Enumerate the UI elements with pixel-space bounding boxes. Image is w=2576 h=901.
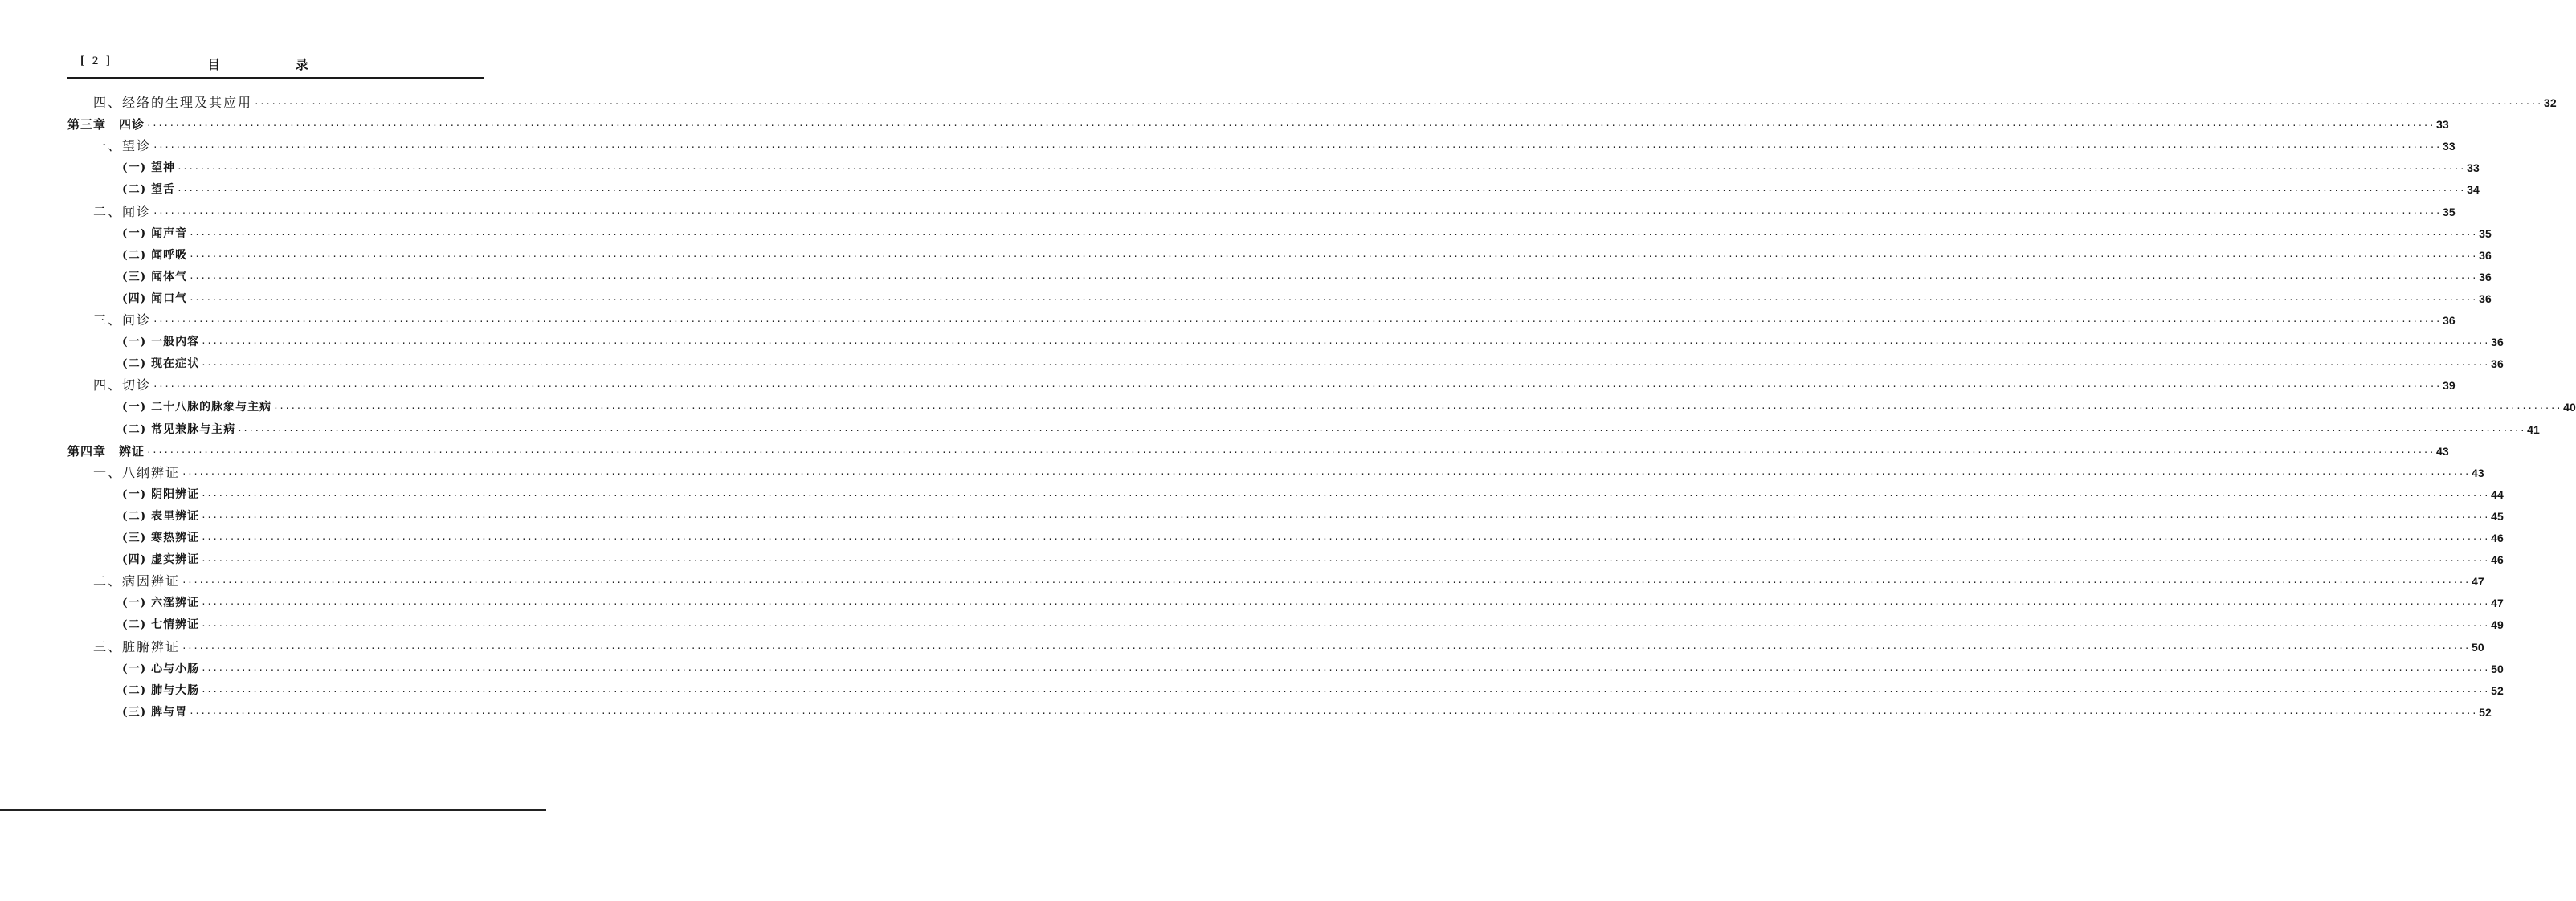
toc-entry [122,269,2492,285]
toc-entry-label: (一) 六淫辨证 [122,597,200,610]
toc-entry [122,334,2504,350]
leader-dots: ················································································································································································································································································································································································································ [177,186,2466,197]
page-header [67,55,484,79]
toc-entry-label: (一) 一般内容 [122,336,200,349]
toc-entry-page: 36 [2491,336,2504,349]
toc-entry-page: 44 [2491,487,2504,501]
toc-entry-page: 36 [2479,270,2492,283]
toc-entry [67,443,2449,459]
toc-entry-label: (一) 望神 [122,161,176,175]
toc-entry-label: (三) 闻体气 [122,270,188,283]
toc-entry-label: 第四章 辨证 [67,443,145,459]
toc-entry [122,160,2480,176]
toc-entry [122,487,2504,503]
toc-entry-page: 33 [2467,161,2480,175]
toc-entry [93,312,2456,328]
leader-dots: ················································································································································································································································································································································································································ [153,381,2442,393]
toc-entry [122,552,2504,568]
toc-entry-page: 49 [2491,618,2504,632]
leader-dots: ················································································································································································································································································································································································································ [153,316,2442,327]
toc-entry-label: (四) 虚实辨证 [122,553,200,567]
leader-dots: ················································································································································································································································································································································································································ [177,164,2466,175]
toc-entry [67,116,2449,132]
toc-entry-page: 46 [2491,532,2504,544]
toc-entry-label: (二) 闻呼吸 [122,248,188,262]
toc-entry-label: (一) 心与小肠 [122,662,200,675]
toc-entry-page: 39 [2443,379,2456,393]
toc-entry [122,508,2504,524]
toc-entry-label: (一) 阴阳辨证 [122,487,200,501]
leader-dots: ················································································································································································································································································································································································································ [273,403,2562,414]
leader-dots: ················································································································································································································································································································································································································ [201,512,2490,523]
toc-entry [93,95,2557,111]
toc-entry-page: 35 [2479,226,2492,240]
toc-entry-page: 36 [2443,314,2456,327]
toc-entry [122,399,2576,415]
leader-dots: ················································································································································································································································································································································································································ [201,360,2490,371]
toc-entry-page: 46 [2491,553,2504,567]
toc-entry-label: (一) 闻声音 [122,226,188,240]
leader-dots: ················································································································································································································································································································································································································ [146,120,2435,132]
leader-dots: ················································································································································································································································································································································································································ [201,621,2490,632]
toc-entry [93,638,2484,655]
toc-entry-label: (三) 寒热辨证 [122,532,200,544]
leader-dots: ················································································································································································································································································································································································································ [201,686,2490,697]
leader-dots: ················································································································································································································································································································································································································ [182,468,2471,479]
leader-dots: ················································································································································································································································································································································································································ [182,642,2471,654]
toc-entry-label: (二) 现在症状 [122,357,200,371]
toc-entry [122,422,2540,438]
toc-entry-page: 50 [2491,662,2504,675]
toc-entry-label: (四) 闻口气 [122,292,188,305]
toc-entry [93,377,2456,393]
toc-entry-label: 四、切诊 [93,377,152,393]
toc-entry-label: (二) 七情辨证 [122,618,200,632]
toc-entry [122,247,2492,263]
toc-entry-page: 36 [2479,248,2492,262]
toc-entry-label: (二) 常见兼脉与主病 [122,422,236,436]
toc-entry-page: 52 [2491,683,2504,697]
toc-entry-page: 50 [2472,640,2484,654]
toc-entry-page: 33 [2436,118,2449,132]
leader-dots: ················································································································································································································································································································································································································ [189,251,2478,262]
toc-entry-label: 第三章 四诊 [67,117,145,132]
leader-dots: ················································································································································································································································································································································································································ [182,577,2471,589]
toc-entry [93,464,2484,481]
page-title: 目 录 [207,57,344,72]
leader-dots: ················································································································································································································································································································································································································ [189,272,2478,283]
toc-entry-page: 43 [2472,466,2484,479]
toc-entry-label: (三) 脾与胃 [122,705,188,719]
toc-entry-page: 41 [2527,422,2540,436]
toc-entry-label: 一、八纲辨证 [93,464,181,480]
toc-entry-page: 43 [2436,444,2449,458]
leader-dots: ················································································································································································································································································································································································································ [189,294,2478,305]
toc-entry [122,617,2504,633]
toc-entry [122,226,2492,242]
toc-entry-label: (二) 表里辨证 [122,509,200,523]
toc-entry-label: 二、闻诊 [93,203,152,219]
leader-dots: ················································································································································································································································································································································································································ [237,425,2526,436]
toc-entry [122,661,2504,677]
toc-entry [122,683,2504,699]
toc-entry [122,181,2480,198]
toc-entry-page: 35 [2443,205,2456,218]
toc-entry [93,203,2456,220]
toc-entry-page: 40 [2563,401,2576,414]
leader-dots: ················································································································································································································································································································································································································ [201,556,2490,567]
toc-entry [93,573,2484,589]
toc-entry-page: 36 [2491,357,2504,371]
toc-entry [93,138,2456,154]
toc-entry-label: (一) 二十八脉的脉象与主病 [122,401,272,414]
toc-entry-label: 二、病因辨证 [93,573,181,589]
toc-entry-page: 45 [2491,509,2504,523]
leader-dots: ················································································································································································································································································································································································································ [201,490,2490,501]
toc-entry [122,595,2504,611]
leader-dots: ················································································································································································································································································································································································································ [201,664,2490,675]
toc-entry-page: 34 [2467,183,2480,197]
toc-entry-page: 36 [2479,292,2492,305]
toc-entry-label: (二) 望舌 [122,183,176,197]
toc-entry-label: (二) 肺与大肠 [122,683,200,697]
toc-entry-label: 三、脏腑辨证 [93,638,181,654]
toc-entry-page: 32 [2544,96,2557,109]
toc-entry-page: 52 [2479,705,2492,719]
leader-dots: ················································································································································································································································································································································································································ [153,207,2442,218]
toc-entry-label: 四、经络的生理及其应用 [93,95,253,110]
leader-dots: ················································································································································································································································································································································································································ [153,142,2442,153]
leader-dots: ················································································································································································································································································································································································································ [189,229,2478,240]
leader-dots: ················································································································································································································································································································································································································ [189,707,2478,719]
toc-entry-page: 33 [2443,140,2456,153]
toc-entry [122,291,2492,307]
leader-dots: ················································································································································································································································································································································································································ [201,534,2490,544]
toc-entry [122,530,2504,546]
toc-entry [122,704,2492,720]
page-number: [ 2 ] [80,55,112,67]
bottom-rule [0,809,546,811]
leader-dots: ················································································································································································································································································································································································································ [254,99,2543,109]
leader-dots: ················································································································································································································································································································································································································ [201,599,2490,610]
leader-dots: ················································································································································································································································································································································································································ [146,446,2435,458]
toc-entry-page: 47 [2472,575,2484,589]
leader-dots: ················································································································································································································································································································································································································ [201,338,2490,349]
toc-entry [122,356,2504,372]
toc-entry-label: 三、问诊 [93,312,152,328]
toc-entry-label: 一、望诊 [93,138,152,154]
toc-entry-page: 47 [2491,597,2504,610]
